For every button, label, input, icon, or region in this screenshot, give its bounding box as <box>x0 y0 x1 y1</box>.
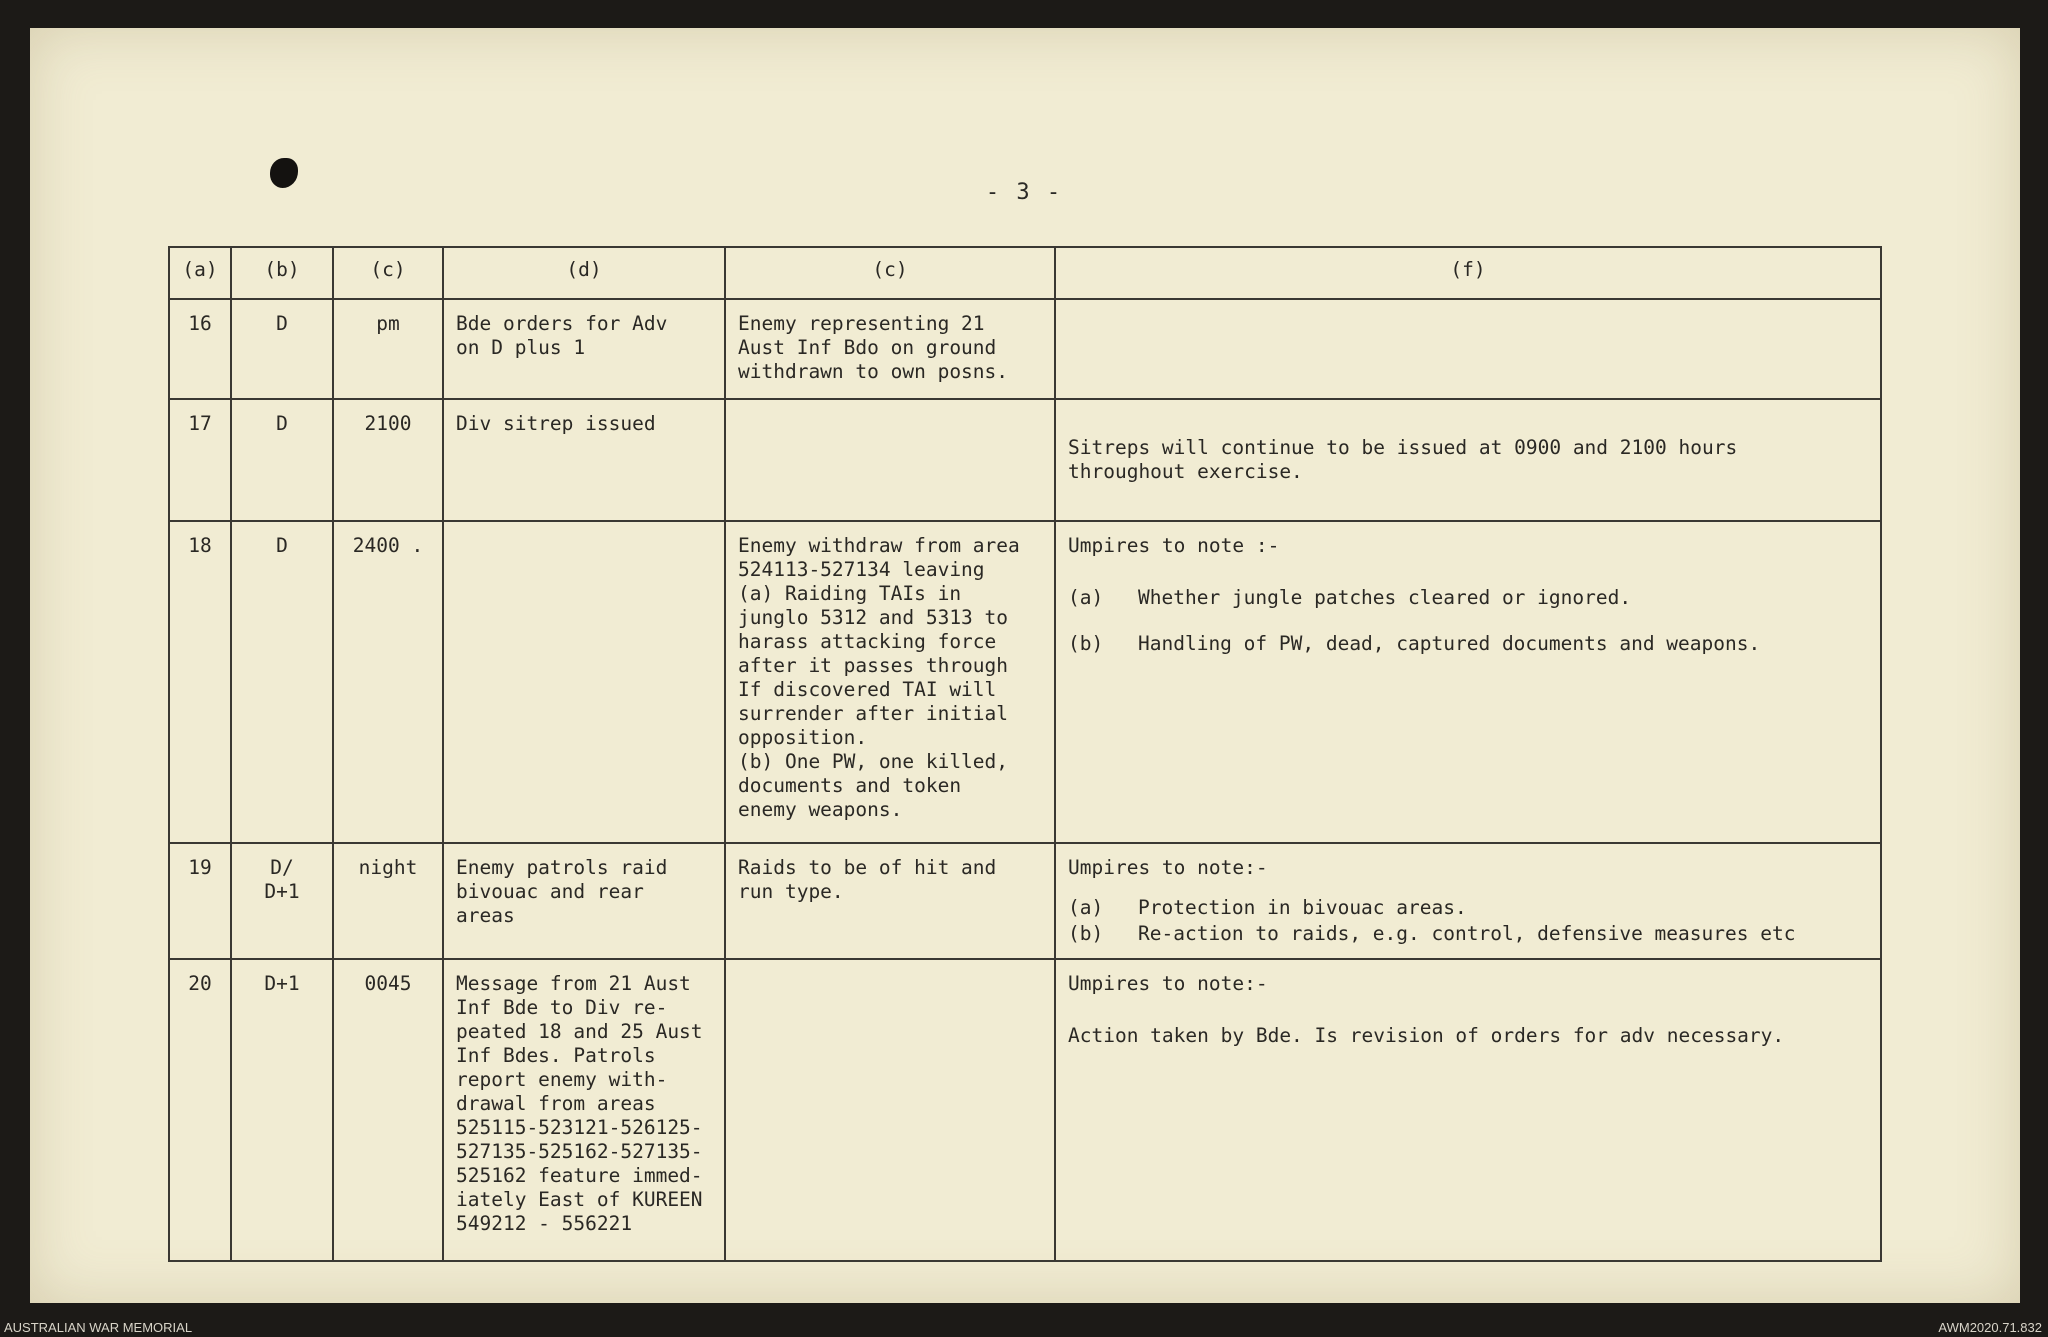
page-number: - 3 - <box>985 180 1063 205</box>
remarks-cell <box>1055 959 1881 1261</box>
remarks-item-text: Handling of PW, dead, captured documents and weapons. <box>1138 632 1761 655</box>
remarks-item <box>1068 586 1868 610</box>
time-cell: 0045 <box>333 959 443 1261</box>
remarks-heading: Umpires to note :- <box>1068 534 1280 557</box>
day-cell: D <box>231 399 333 521</box>
event-cell: Div sitrep issued <box>443 399 725 521</box>
event-cell: Bde orders for Adv on D plus 1 <box>443 299 725 399</box>
remarks-item-text: Protection in bivouac areas. <box>1138 896 1467 919</box>
enemy-action-cell: Enemy representing 21 Aust Inf Bdo on ground withdrawn to own posns. <box>725 299 1055 399</box>
remarks-item-text: Action taken by Bde. Is revision of orders for adv necessary. <box>1068 1024 1785 1047</box>
table-row <box>169 843 1881 959</box>
serial-cell: 16 <box>169 299 231 399</box>
event-cell: Message from 21 Aust Inf Bde to Div re- peated 18 and 25 Aust Inf Bdes. Patrols report enemy with- drawal from areas 525115-523121-526125- 527135-525162-527135- 525162 feature immed- iately East of KUREEN 549212 - 556221 <box>443 959 725 1261</box>
day-cell: D <box>231 521 333 843</box>
event-cell: Enemy patrols raid bivouac and rear areas <box>443 843 725 959</box>
remarks-text: Sitreps will continue to be issued at 0900 and 2100 hours throughout exercise. <box>1068 436 1738 483</box>
time-cell: 2100 <box>333 399 443 521</box>
serial-cell: 19 <box>169 843 231 959</box>
remarks-item-label: (a) <box>1068 896 1104 919</box>
serial-cell: 17 <box>169 399 231 521</box>
enemy-action-cell <box>725 959 1055 1261</box>
enemy-action-cell: Enemy withdraw from area 524113-527134 leaving (a) Raiding TAIs in junglo 5312 and 5313 to harass attacking force after it passes through If discovered TAI will surrender after initial opposition. (b) One PW, one killed, documents and token enemy weapons. <box>725 521 1055 843</box>
remarks-heading: Umpires to note:- <box>1068 972 1268 995</box>
remarks-item-label: (b) <box>1068 632 1104 655</box>
table-row <box>169 959 1881 1261</box>
remarks-cell <box>1055 843 1881 959</box>
time-cell: night <box>333 843 443 959</box>
day-cell: D/ D+1 <box>231 843 333 959</box>
remarks-item-label: (a) <box>1068 586 1104 609</box>
table-row <box>169 299 1881 399</box>
column-header-b: (b) <box>231 247 333 299</box>
remarks-item-label: (b) <box>1068 922 1104 945</box>
column-header-e: (c) <box>725 247 1055 299</box>
column-header-c: (c) <box>333 247 443 299</box>
serial-cell: 18 <box>169 521 231 843</box>
footer-archive-name: AUSTRALIAN WAR MEMORIAL <box>4 1320 193 1335</box>
column-header-a: (a) <box>169 247 231 299</box>
remarks-item <box>1068 1024 1868 1048</box>
column-header-d: (d) <box>443 247 725 299</box>
table-row <box>169 399 1881 521</box>
remarks-heading: Umpires to note:- <box>1068 856 1268 879</box>
day-cell: D <box>231 299 333 399</box>
remarks-cell <box>1055 399 1881 521</box>
event-cell <box>443 521 725 843</box>
remarks-item <box>1068 922 1868 946</box>
remarks-item <box>1068 632 1868 656</box>
time-cell: 2400 . <box>333 521 443 843</box>
footer-accession-number: AWM2020.71.832 <box>1938 1320 2042 1335</box>
remarks-item-text: Whether jungle patches cleared or ignored. <box>1138 586 1632 609</box>
enemy-action-cell: Raids to be of hit and run type. <box>725 843 1055 959</box>
enemy-action-cell <box>725 399 1055 521</box>
remarks-cell <box>1055 521 1881 843</box>
table-header-row <box>169 247 1881 299</box>
column-header-f: (f) <box>1055 247 1881 299</box>
table-row <box>169 521 1881 843</box>
remarks-cell <box>1055 299 1881 399</box>
time-cell: pm <box>333 299 443 399</box>
remarks-item <box>1068 896 1868 920</box>
serial-cell: 20 <box>169 959 231 1261</box>
day-cell: D+1 <box>231 959 333 1261</box>
remarks-item-text: Re-action to raids, e.g. control, defensive measures etc <box>1138 922 1796 945</box>
exercise-serial-table <box>168 246 1882 1262</box>
